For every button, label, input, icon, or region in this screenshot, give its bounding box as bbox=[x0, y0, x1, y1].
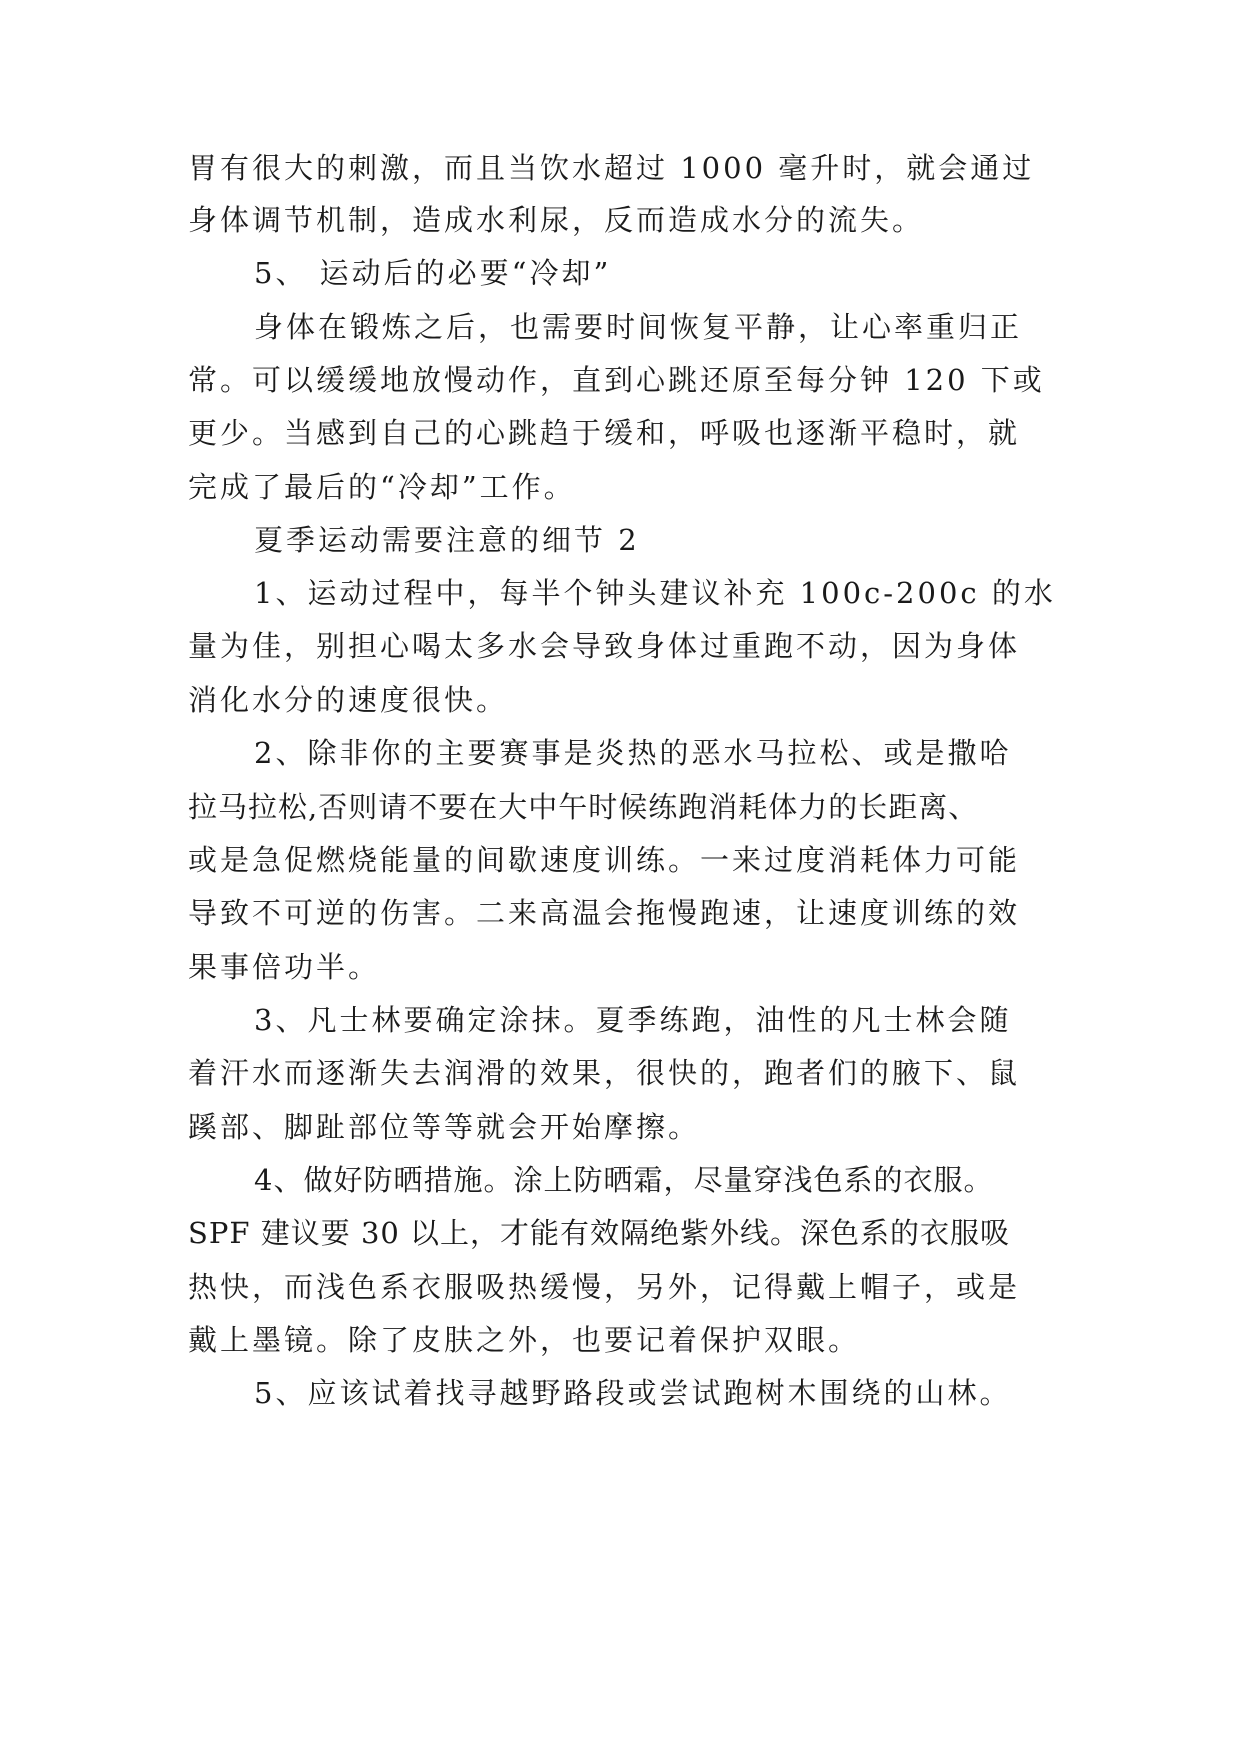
text-line: 4、做好防晒措施。涂上防晒霜，尽量穿浅色系的衣服。 bbox=[254, 1163, 994, 1197]
text-line: 或是急促燃烧能量的间歇速度训练。一来过度消耗体力可能 bbox=[188, 843, 1021, 877]
text-line: 着汗水而逐渐失去润滑的效果，很快的，跑者们的腋下、鼠 bbox=[188, 1056, 1021, 1090]
text-line: 2、除非你的主要赛事是炎热的恶水马拉松、或是撒哈 bbox=[254, 736, 1012, 770]
text-line: 热快，而浅色系衣服吸热缓慢，另外，记得戴上帽子，或是 bbox=[188, 1270, 1021, 1304]
text-line: 更少。当感到自己的心跳趋于缓和，呼吸也逐渐平稳时，就 bbox=[188, 416, 1021, 450]
text-line: 果事倍功半。 bbox=[188, 950, 381, 984]
text-line: 胃有很大的刺激，而且当饮水超过 1000 毫升时，就会通过 bbox=[188, 151, 1035, 185]
section-heading: 夏季运动需要注意的细节 2 bbox=[254, 523, 640, 557]
text-line: 量为佳，别担心喝太多水会导致身体过重跑不动，因为身体 bbox=[188, 629, 1021, 663]
text-line: 消化水分的速度很快。 bbox=[188, 683, 509, 717]
text-line: 1、运动过程中，每半个钟头建议补充 100c-200c 的水 bbox=[254, 576, 1056, 610]
text-line: 导致不可逆的伤害。二来高温会拖慢跑速，让速度训练的效 bbox=[188, 896, 1021, 930]
text-line: 蹊部、脚趾部位等等就会开始摩擦。 bbox=[188, 1110, 701, 1144]
section-heading: 5、 运动后的必要“冷却” bbox=[254, 256, 612, 290]
text-line: 5、应该试着找寻越野路段或尝试跑树木围绕的山林。 bbox=[254, 1376, 1012, 1410]
text-line: 完成了最后的“冷却”工作。 bbox=[188, 470, 576, 504]
text-line: 常。可以缓缓地放慢动作，直到心跳还原至每分钟 120 下或 bbox=[188, 363, 1045, 397]
text-line: 身体在锻炼之后，也需要时间恢复平静，让心率重归正 bbox=[254, 310, 1023, 344]
text-line: 3、凡士林要确定涂抹。夏季练跑，油性的凡士林会随 bbox=[254, 1003, 1012, 1037]
text-line: 戴上墨镜。除了皮肤之外，也要记着保护双眼。 bbox=[188, 1323, 861, 1357]
text-line: 身体调节机制，造成水利尿，反而造成水分的流失。 bbox=[188, 203, 925, 237]
text-line: 拉马拉松,否则请不要在大中午时候练跑消耗体力的长距离、 bbox=[188, 790, 979, 824]
text-line: SPF 建议要 30 以上，才能有效隔绝紫外线。深色系的衣服吸 bbox=[188, 1216, 1011, 1250]
